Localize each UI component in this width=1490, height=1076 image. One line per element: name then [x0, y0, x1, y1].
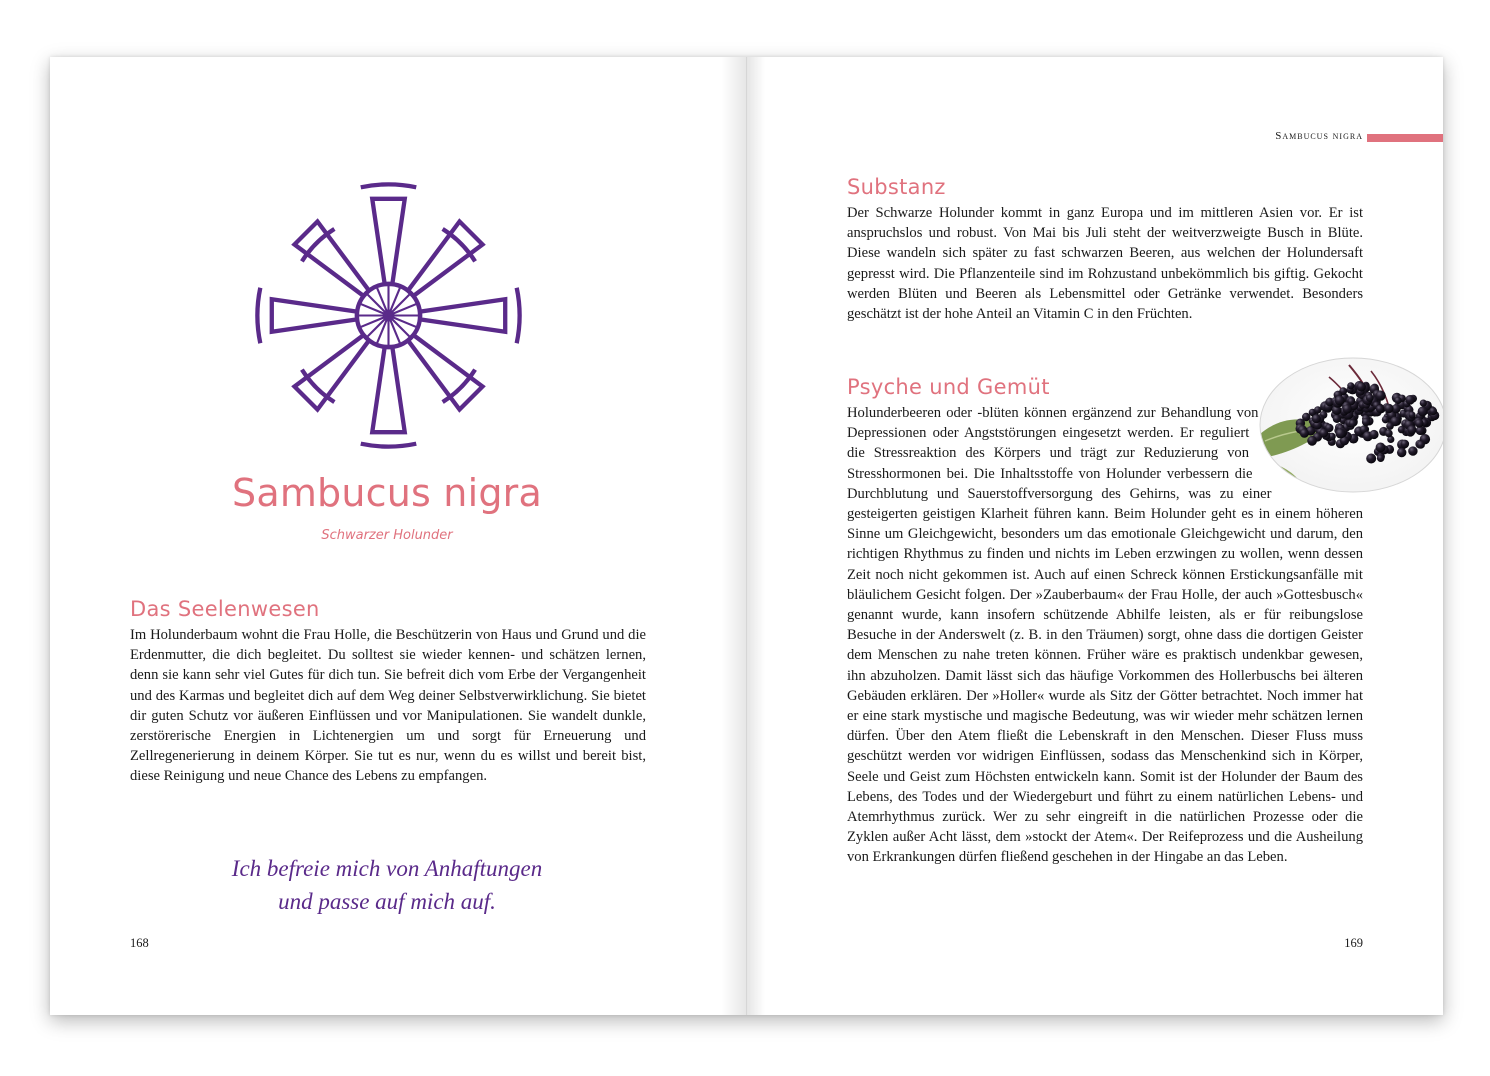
page-number-right: 169 — [1344, 936, 1363, 950]
affirmation-quote — [50, 852, 724, 918]
affirmation-line: und passe auf mich auf. — [278, 889, 496, 914]
page-number-left: 168 — [130, 936, 149, 950]
mandala-arc — [517, 288, 520, 343]
mandala-petal — [294, 326, 377, 409]
section-text: Holunderbeeren oder -blüten können ergänzend zur Behandlung von Depressionen oder Angststörungen eingesetzt werden. Er reguliert die Stressreaktion des Körpers und trägt zur Reduzierung von Stresshormonen bei. Die Inhaltsstoffe von Holunder verbessern die Durchblutung und Sauerstoffversorgung des Gehirns, was zu einer gesteigerten geistigen Klarheit führen kann. Beim Holunder geht es in einem höheren Sinne um Gleichgewicht, besonders um das emotionale Gleichgewicht und darum, den richtigen Rhythmus zu finden und nichts im Leben erzwingen zu wollen, wenn dessen Zeit noch nicht gekommen ist. Auch auf einen Schreck können Erstickungsanfälle mit bläulichem Gesicht folgen. Der »Zauberbaum« der Frau Holle, der auch »Gottesbusch« genannt wurde, kann insofern schützende Abhilfe leisten, als er für reibungslose Besuche in der Anderswelt (z. B. in den Träumen) sorgt, ohne dass die dortigen Geister dem Menschen zu nahe treten können. Früher wäre es praktisch undenkbar gewesen, ihn abzuholzen. Damit lässt sich das häufige Vorkommen des Hollerbuschs bei älteren Gebäuden erklären. Der »Holler« wurde als Sitz der Götter betrachtet. Noch immer hat er eine stark mystische und magische Bedeutung, was wir wieder mehr schätzen lernen dürfen. Über den Atem fließt die Lebenskraft in den Menschen. Dieser Fluss muss geschützt werden vor widrigen Einflüssen, sodass das Menschenkind sich in Körper, Seele und Geist zum Höchsten entwickeln kann. Somit ist der Holunder der Baum des Lebens, des Todes und der Wiedergeburt und führt zu einem natürlichen Lebens- und Atemrhythmus zurück. Wer zu sehr eingreift in die natürlichen Prozesse oder die Zyklen außer Acht lässt, dem »stockt der Atem«. Der Reifeprozess und die Ausheilung von Erkrankungen dürfen fließend geschehen in der Hingabe an das Leben. — [847, 405, 1363, 866]
mandala-petal — [372, 199, 405, 284]
page-subtitle: Schwarzer Holunder — [321, 528, 453, 543]
mandala-petal — [272, 299, 357, 332]
mandala-petal — [372, 347, 405, 432]
mandala-petal — [399, 326, 482, 409]
mandala-petal — [420, 299, 505, 332]
affirmation-line: Ich befreie mich von Anhaftungen — [231, 856, 543, 881]
left-page — [50, 57, 747, 1015]
section-heading: Psyche und Gemüt — [847, 375, 1050, 399]
mandala-arc — [361, 184, 416, 187]
elderberry-cluster-image — [1259, 357, 1443, 493]
running-head-bar — [1367, 134, 1443, 142]
running-head: Sambucus nigra — [1275, 130, 1363, 142]
section-substanz — [847, 175, 1363, 324]
section-heading: Das Seelenwesen — [130, 597, 320, 621]
sambucus-mandala-icon — [245, 172, 532, 459]
mandala-arc — [257, 288, 260, 343]
right-page — [747, 57, 1443, 1015]
section-text: Im Holunderbaum wohnt die Frau Holle, die Beschützerin von Haus und Grund und die Erdenmutter, die dich begleitet. Du solltest sie wieder kennen- und schätzen lernen, denn sie kann sehr viel Gutes für dich tun. Sie befreit dich vom Erbe der Vergangenheit und des Karmas und begleitet dich auf dem Weg deiner Selbstverwirklichung. Sie bietet dir guten Schutz vor äußeren Einflüssen und vor Manipulationen. Sie wandelt dunkle, zerstörerische Energien in Lichtenergien um und sorgt für Erneuerung und Zellregenerierung in deinem Körper. Sie tut es nur, wenn du es willst und bereit bist, diese Reinigung und neue Chance des Lebens zu empfangen. — [130, 627, 646, 785]
right-gutter-shadow — [747, 57, 765, 1015]
section-psyche — [847, 375, 1363, 868]
section-heading: Substanz — [847, 175, 946, 199]
mandala-arc — [361, 444, 416, 447]
section-text: Der Schwarze Holunder kommt in ganz Europa und im mittleren Asien vor. Er ist anspruchslos und robust. Von Mai bis Juli steht der weitverzweigte Busch in Blüte. Diese wandeln sich später zu fast schwarzen Beeren, aus welchen der Holundersaft gepresst wird. Die Pflanzenteile sind im Rohzustand unbekömmlich bis giftig. Gekocht werden Blüten und Beeren als Lebensmittel oder Getränke verwendet. Besonders geschätzt ist der hohe Anteil an Vitamin C in den Früchten. — [847, 205, 1363, 323]
book-spread — [50, 57, 1443, 1015]
section-seelenwesen — [130, 597, 646, 787]
page-title: Sambucus nigra — [232, 471, 542, 515]
mandala-petal — [294, 221, 377, 304]
mandala-petal — [399, 221, 482, 304]
left-gutter-shadow — [721, 57, 747, 1015]
